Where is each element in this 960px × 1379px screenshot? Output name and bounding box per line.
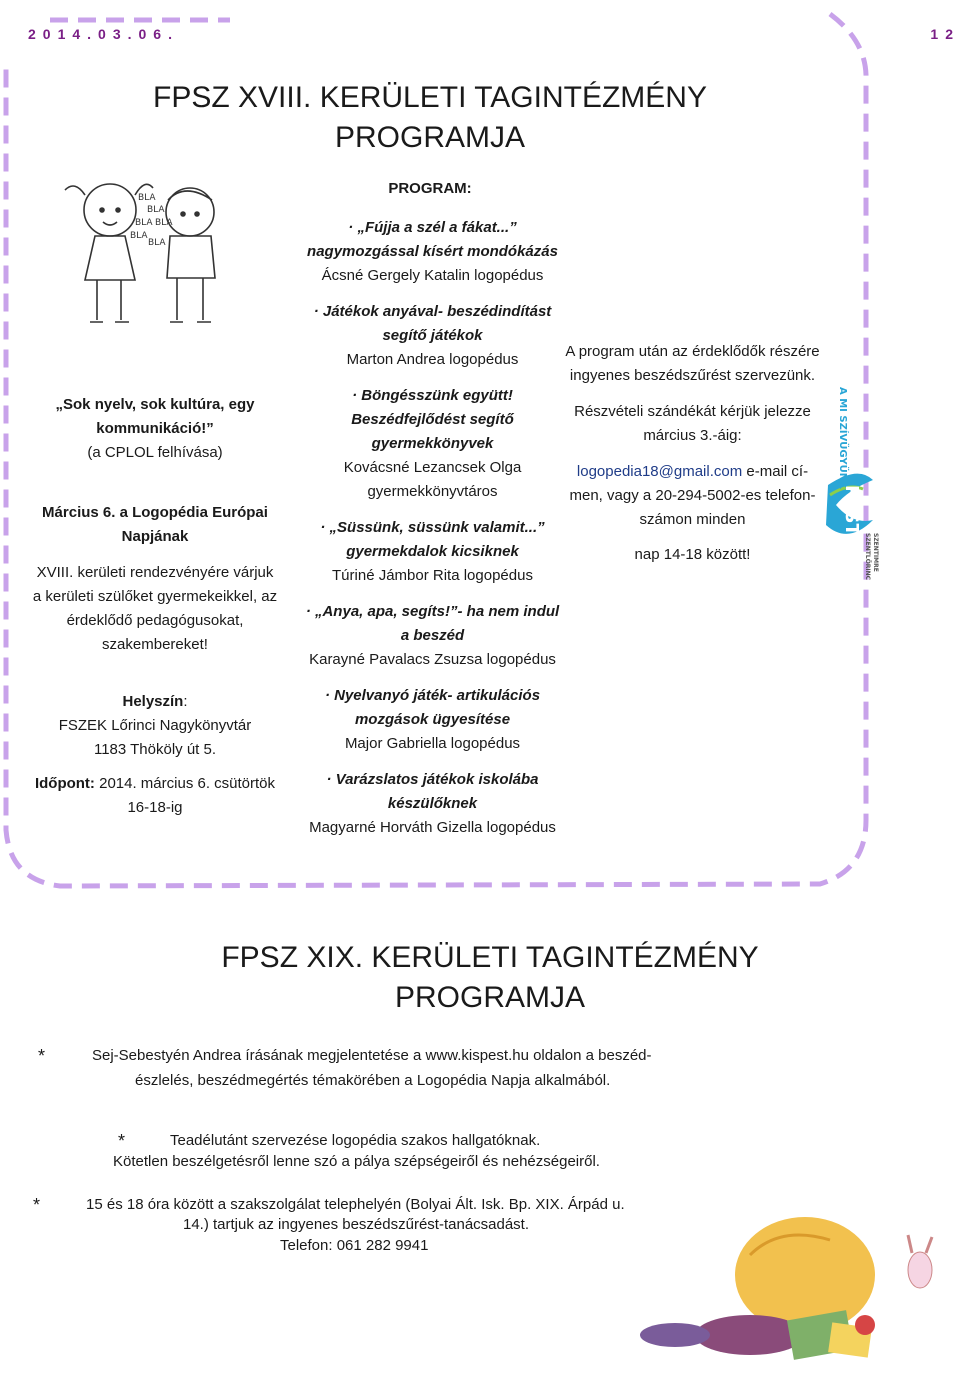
screening-line2: ingyenes beszédszűrést szervezünk. [569,367,816,384]
speech-bla: BLA [135,218,153,228]
item3-line1: 15 és 18 óra között a szakszolgálat telephelyén (Bolyai Ált. Isk. Bp. XIX. Árpád u. [86,1196,625,1213]
logo-text: A MI SZÍVÜGYÜNK [837,387,848,489]
program-item [295,300,570,372]
venue-label: Helyszín [122,693,184,710]
program-item-title: a beszéd [400,627,465,644]
item3-line3: Telefon: 061 282 9941 [280,1237,429,1254]
section1-title-line1: FPSZ XVIII. KERÜLETI TAGINTÉZMÉNY [153,81,707,114]
logo-sub1: SZENTLŐRINC [864,533,871,581]
logo-sub2: SZENTIMRE [872,533,879,572]
contact-line3: számon minden [639,511,746,528]
program-item [295,384,570,504]
program-item-title: · „Fújja a szél a fákat...” [348,219,517,236]
program-item-title: mozgások ügyesítése [354,711,511,728]
section2-title-line2: PROGRAMJA [394,981,586,1014]
program-item-title: · „Süssünk, süssünk valamit...” [320,519,545,536]
invite-line1: XVIII. kerületi rendezvényére várjuk [36,564,274,581]
program-item-title: segítő játékok [382,327,483,344]
program-item-title: · Játékok anyával- beszédindítást [313,303,552,320]
apply-line2: március 3.-áig: [643,427,742,444]
venue-line1: FSZEK Lőrinci Nagykönyvtár [58,717,252,734]
section2-title-line1: FPSZ XIX. KERÜLETI TAGINTÉZMÉNY [221,941,759,974]
logo-brand: PEST [841,485,862,536]
program-item-title: készülőknek [387,795,478,812]
page-number: 12 [930,26,960,42]
contact-line1 [555,460,830,484]
email-suffix: e-mail cí- [742,463,809,480]
speech-bla: BLA [138,193,156,203]
venue-heading [20,690,290,714]
pest-logo [818,385,880,590]
item2-line1: Teadélutánt szervezése logopédia szakos hallgatóknak. [170,1132,541,1149]
program-heading: PROGRAM: [388,180,472,197]
quote-line2: kommunikáció!” [96,420,214,437]
quote-source: (a CPLOL felhívása) [87,444,223,461]
program-item-title: gyermekdalok kicsiknek [346,543,519,560]
hours-line: nap 14-18 között! [634,546,751,563]
program-item-presenter: Karayné Pavalacs Zsuzsa logopédus [309,651,556,668]
program-item-presenter: Túriné Jámbor Rita logopédus [332,567,533,584]
reading-child-illustration [630,1185,955,1375]
item2-line2: Kötetlen beszélgetésről lenne szó a pálya szépségeiről és nehézségeiről. [113,1153,600,1170]
program-item-presenter: Ácsné Gergely Katalin logopédus [321,267,544,284]
day-line2: Napjának [121,528,189,545]
time-value: 2014. március 6. csütörtök [94,775,276,792]
program-item-title: · Böngésszünk együtt! [352,387,513,404]
program-item-presenter: Magyarné Horváth Gizella logopédus [309,819,556,836]
program-item-presenter: Major Gabriella logopédus [344,735,521,752]
program-item-title: gyermekkönyvek [371,435,494,452]
program-item-title: · Nyelvanyó játék- artikulációs [324,687,541,704]
section1-title [150,78,710,158]
item1-line1: Sej-Sebestyén Andrea írásának megjelentetése a www.kispest.hu oldalon a beszéd- [92,1047,652,1064]
time-hours: 16-18-ig [127,799,183,816]
left-column [20,393,290,820]
program-item [295,768,570,840]
kids-illustration [55,170,240,345]
program-item-title: Beszédfejlődést segítő [351,411,514,428]
speech-bla: BLA [130,231,148,241]
item1-line2: észlelés, beszédmegértés témakörében a Logopédia Napja alkalmából. [135,1072,611,1089]
speech-bla: BLA [155,218,173,228]
day-line1: Március 6. a Logopédia Európai [42,504,268,521]
apply-line1: Részvételi szándékát kérjük jelezze [574,403,811,420]
section1-title-line2: PROGRAMJA [334,121,526,154]
program-item-title: · Varázslatos játékok iskolába [326,771,539,788]
email-link[interactable]: logopedia18@gmail.com [576,463,743,480]
time-label: Időpont: [34,775,95,792]
program-item-title: nagymozgással kísért mondókázás [307,243,558,260]
venue-colon: : [183,693,188,710]
program-item-presenter: Kovácsné Lezancsek Olga [343,459,522,476]
invite-line3: érdeklődő pedagógusokat, [66,612,244,629]
venue-line2: 1183 Thököly út 5. [93,741,217,758]
header-date: 2014.03.06. [28,26,179,42]
quote-line1: „Sok nyelv, sok kultúra, egy [55,396,255,413]
program-item-title: · „Anya, apa, segíts!”- ha nem indul [305,603,560,620]
invite-line4: szakembereket! [102,636,208,653]
program-item-presenter: Marton Andrea logopédus [346,351,519,368]
program-list [295,216,570,840]
contact-line2: men, vagy a 20-294-5002-es telefon- [569,487,816,504]
program-item-presenter: gyermekkönyvtáros [367,483,498,500]
right-column [555,340,830,567]
invite-line2: a kerületi szülőket gyermekeikkel, az [32,588,278,605]
section2-title [200,938,780,1018]
bullet-star: * [33,1195,41,1215]
item3-line2: 14.) tartjuk az ingyenes beszédszűrést-tanácsadást. [183,1216,530,1233]
program-item [295,600,570,672]
program-item [295,516,570,588]
speech-bla: BLA [148,238,166,248]
program-item [295,216,570,288]
screening-line1: A program után az érdeklődők részére [565,343,820,360]
bullet-star: * [118,1131,126,1151]
bullet-star: * [38,1046,46,1066]
program-item [295,684,570,756]
time-line [20,772,290,796]
speech-bla: BLA [147,205,165,215]
